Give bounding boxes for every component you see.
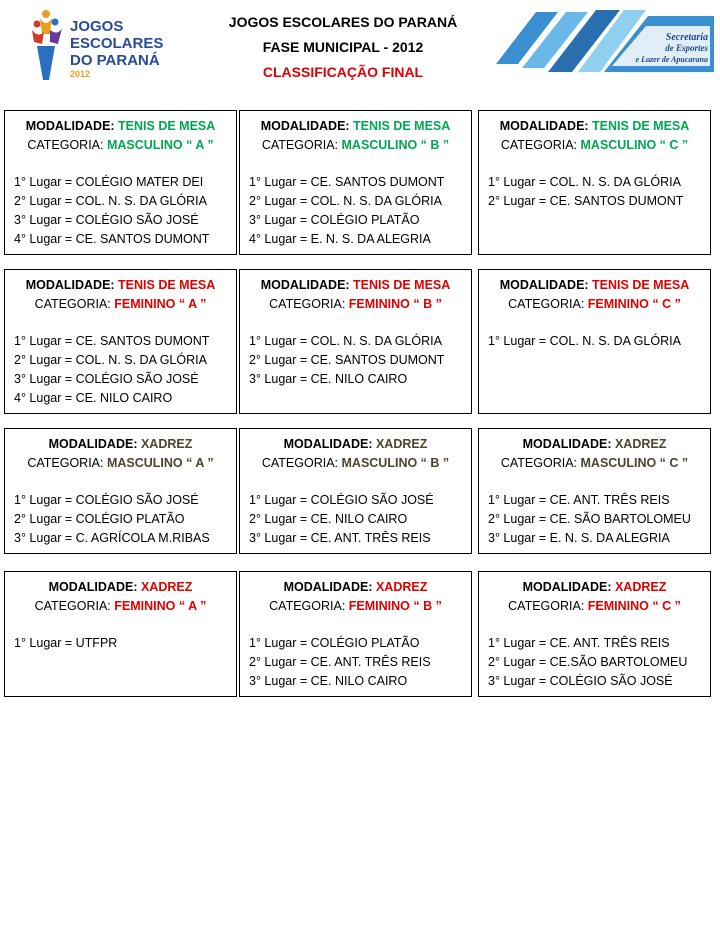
placement-line: 3° Lugar = CE. ANT. TRÊS REIS <box>249 531 431 545</box>
result-box <box>478 110 711 255</box>
modalidade-value: TENIS DE MESA <box>592 278 690 292</box>
placement-line: 1° Lugar = CE. ANT. TRÊS REIS <box>488 636 670 650</box>
categoria-value: MASCULINO “ C ” <box>580 456 689 470</box>
placement-line: 1° Lugar = CE. ANT. TRÊS REIS <box>488 493 670 507</box>
placement-line: 1° Lugar = COL. N. S. DA GLÓRIA <box>249 334 442 348</box>
result-box <box>4 571 237 697</box>
placement-list <box>240 173 471 249</box>
placement-line: 2° Lugar = COL. N. S. DA GLÓRIA <box>14 194 207 208</box>
categoria-value: MASCULINO “ B ” <box>341 138 450 152</box>
secretaria-line3: e Lazer de Apucarana <box>635 55 708 64</box>
placement-line: 1° Lugar = COL. N. S. DA GLÓRIA <box>488 175 681 189</box>
modalidade-label: MODALIDADE: <box>522 580 615 594</box>
placement-list <box>479 634 710 691</box>
categoria-label: CATEGORIA: <box>261 138 342 152</box>
placement-line: 1° Lugar = COL. N. S. DA GLÓRIA <box>488 334 681 348</box>
modalidade-label: MODALIDADE: <box>25 119 119 133</box>
modalidade-label: MODALIDADE: <box>260 119 354 133</box>
placement-line: 3° Lugar = E. N. S. DA ALEGRIA <box>488 531 670 545</box>
document-titles <box>190 10 496 85</box>
secretaria-line1: Secretaria <box>665 32 708 43</box>
categoria-value: FEMININO “ B ” <box>348 297 442 311</box>
placement-line: 1° Lugar = COLÉGIO SÃO JOSÉ <box>249 493 434 507</box>
placement-line: 1° Lugar = UTFPR <box>14 636 118 650</box>
logo-text-line1: JOGOS <box>70 18 124 35</box>
categoria-label: CATEGORIA: <box>27 138 107 152</box>
modalidade-value: TENIS DE MESA <box>353 119 451 133</box>
categoria-label: CATEGORIA: <box>269 297 349 311</box>
page-header <box>0 0 720 100</box>
placement-list <box>5 634 236 653</box>
result-box <box>4 269 237 414</box>
modalidade-label: MODALIDADE: <box>522 437 615 451</box>
modalidade-value: XADREZ <box>614 437 667 451</box>
categoria-value: FEMININO “ B ” <box>348 599 442 613</box>
categoria-value: FEMININO “ C ” <box>587 599 681 613</box>
modalidade-label: MODALIDADE: <box>260 278 354 292</box>
modalidade-label: MODALIDADE: <box>499 119 593 133</box>
placement-line: 4° Lugar = E. N. S. DA ALEGRIA <box>249 232 431 246</box>
placement-list <box>479 491 710 548</box>
result-box <box>239 428 472 554</box>
placement-line: 2° Lugar = CE. SÃO BARTOLOMEU <box>488 512 691 526</box>
result-box <box>239 269 472 414</box>
result-box <box>4 428 237 554</box>
placement-line: 2° Lugar = CE.SÃO BARTOLOMEU <box>488 655 688 669</box>
categoria-label: CATEGORIA: <box>500 138 581 152</box>
placement-list <box>479 332 710 351</box>
torch-figures-icon <box>32 10 62 80</box>
placement-line: 4° Lugar = CE. SANTOS DUMONT <box>14 232 210 246</box>
placement-list <box>5 173 236 249</box>
result-box <box>478 571 711 697</box>
logo-text-line3: DO PARANÁ <box>70 52 160 69</box>
placement-line: 1° Lugar = CE. SANTOS DUMONT <box>14 334 210 348</box>
placement-list <box>5 332 236 408</box>
placement-line: 3° Lugar = COLÉGIO SÃO JOSÉ <box>14 213 199 227</box>
placement-line: 1° Lugar = COLÉGIO PLATÃO <box>249 636 420 650</box>
categoria-label: CATEGORIA: <box>500 456 581 470</box>
modalidade-label: MODALIDADE: <box>25 278 119 292</box>
placement-line: 1° Lugar = COLÉGIO MATER DEI <box>14 175 204 189</box>
placement-line: 3° Lugar = COLÉGIO PLATÃO <box>249 213 420 227</box>
placement-line: 2° Lugar = COL. N. S. DA GLÓRIA <box>14 353 207 367</box>
placement-list <box>479 173 710 211</box>
title-classification: CLASSIFICAÇÃO FINAL <box>262 64 424 80</box>
modalidade-value: XADREZ <box>375 437 428 451</box>
result-box <box>239 110 472 255</box>
placement-line: 2° Lugar = COL. N. S. DA GLÓRIA <box>249 194 442 208</box>
placement-line: 4° Lugar = CE. NILO CAIRO <box>14 391 173 405</box>
categoria-value: MASCULINO “ A ” <box>106 138 214 152</box>
modalidade-value: XADREZ <box>140 437 193 451</box>
placement-list <box>240 491 471 548</box>
placement-list <box>5 491 236 548</box>
categoria-value: FEMININO “ A ” <box>114 599 207 613</box>
modalidade-value: XADREZ <box>614 580 667 594</box>
categoria-label: CATEGORIA: <box>261 456 342 470</box>
categoria-value: MASCULINO “ A ” <box>106 456 214 470</box>
categoria-value: FEMININO “ C ” <box>587 297 681 311</box>
placement-line: 2° Lugar = CE. SANTOS DUMONT <box>488 194 684 208</box>
modalidade-value: XADREZ <box>140 580 193 594</box>
result-box <box>478 428 711 554</box>
modalidade-label: MODALIDADE: <box>48 580 141 594</box>
result-box <box>4 110 237 255</box>
modalidade-label: MODALIDADE: <box>283 437 376 451</box>
placement-list <box>240 332 471 389</box>
categoria-label: CATEGORIA: <box>27 456 107 470</box>
logo-text-line2: ESCOLARES <box>70 35 164 52</box>
modalidade-label: MODALIDADE: <box>499 278 593 292</box>
modalidade-label: MODALIDADE: <box>283 580 376 594</box>
categoria-value: FEMININO “ A ” <box>114 297 207 311</box>
placement-line: 3° Lugar = CE. NILO CAIRO <box>249 372 408 386</box>
modalidade-value: XADREZ <box>375 580 428 594</box>
modalidade-value: TENIS DE MESA <box>118 278 216 292</box>
categoria-label: CATEGORIA: <box>269 599 349 613</box>
placement-line: 3° Lugar = C. AGRÍCOLA M.RIBAS <box>14 531 210 545</box>
secretaria-line2: de Esportes <box>665 43 708 53</box>
placement-line: 2° Lugar = CE. SANTOS DUMONT <box>249 353 445 367</box>
modalidade-value: TENIS DE MESA <box>592 119 690 133</box>
placement-line: 2° Lugar = COLÉGIO PLATÃO <box>14 512 185 526</box>
placement-line: 3° Lugar = COLÉGIO SÃO JOSÉ <box>488 674 673 688</box>
categoria-label: CATEGORIA: <box>508 599 588 613</box>
categoria-value: MASCULINO “ C ” <box>580 138 689 152</box>
logo-year: 2012 <box>70 69 91 79</box>
jogos-escolares-logo <box>28 4 168 84</box>
placement-line: 3° Lugar = COLÉGIO SÃO JOSÉ <box>14 372 199 386</box>
categoria-value: MASCULINO “ B ” <box>341 456 450 470</box>
modalidade-label: MODALIDADE: <box>48 437 141 451</box>
title-phase: FASE MUNICIPAL - 2012 <box>262 39 424 55</box>
categoria-label: CATEGORIA: <box>508 297 588 311</box>
placement-list <box>240 634 471 691</box>
placement-line: 1° Lugar = COLÉGIO SÃO JOSÉ <box>14 493 199 507</box>
placement-line: 2° Lugar = CE. NILO CAIRO <box>249 512 408 526</box>
categoria-label: CATEGORIA: <box>34 599 115 613</box>
modalidade-value: TENIS DE MESA <box>353 278 451 292</box>
secretaria-esportes-logo <box>496 6 714 76</box>
placement-line: 3° Lugar = CE. NILO CAIRO <box>249 674 408 688</box>
result-box <box>478 269 711 414</box>
modalidade-value: TENIS DE MESA <box>118 119 216 133</box>
result-box <box>239 571 472 697</box>
categoria-label: CATEGORIA: <box>34 297 115 311</box>
placement-line: 1° Lugar = CE. SANTOS DUMONT <box>249 175 445 189</box>
title-event: JOGOS ESCOLARES DO PARANÁ <box>228 14 458 30</box>
placement-line: 2° Lugar = CE. ANT. TRÊS REIS <box>249 655 431 669</box>
